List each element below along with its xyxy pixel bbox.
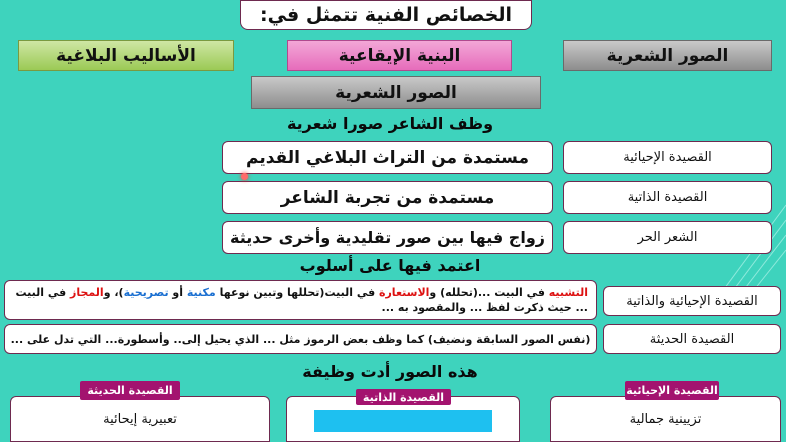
- style-row1-text: [4, 280, 597, 320]
- header-rhythm: [287, 40, 512, 71]
- term-implicit: مكنية: [186, 286, 216, 299]
- row3-value: [222, 221, 553, 254]
- section2-heading: اعتمد فيها على أسلوب: [299, 256, 481, 275]
- card-revival: [550, 396, 781, 442]
- term-explicit: تصريحية: [123, 286, 169, 299]
- card-revival-tag: [625, 381, 719, 400]
- subheader-images: [251, 76, 541, 109]
- text-part: ... حيث ذكرت لفظ ... والمقصود به ...: [381, 301, 588, 314]
- header-images: [563, 40, 772, 71]
- header-rhetoric-text: الأساليب البلاغية: [56, 45, 196, 66]
- style-row2-paragraph: (نفس الصور السابقة ونضيف) كما وظف بعض الرموز مثل ... الذي يحيل إلى.. وأسطورة... التي تدل على ...: [10, 332, 591, 346]
- row2-label: [563, 181, 772, 214]
- header-rhetoric: [18, 40, 234, 71]
- section3-heading: هذه الصور أدت وظيفة: [302, 362, 478, 381]
- header-rhythm-text: البنية الإيقاعية: [338, 45, 461, 66]
- text-part: في البيت: [15, 286, 71, 299]
- subheader-text: الصور الشعرية: [335, 82, 457, 103]
- card-self-tag-text: القصيدة الذاتية: [362, 390, 445, 404]
- text-part: في البيت ...(تحلله) و: [429, 286, 549, 299]
- card-self-highlight: [314, 410, 492, 432]
- row1-label-text: القصيدة الإحيائية: [623, 150, 712, 165]
- row3-label-text: الشعر الحر: [637, 230, 698, 245]
- text-part: في البيت(تحللها وتبين نوعها: [215, 286, 379, 299]
- row1-value-text: مستمدة من التراث البلاغي القديم: [246, 147, 529, 168]
- row2-label-text: القصيدة الذاتية: [627, 190, 708, 205]
- section1-heading: وظف الشاعر صورا شعرية: [286, 114, 494, 133]
- header-images-text: الصور الشعرية: [606, 45, 729, 66]
- text-part: )، و: [103, 286, 124, 299]
- card-modern-value: تعبيرية إيحائية: [103, 411, 177, 427]
- style-row1-label: [603, 286, 781, 316]
- card-modern-tag-text: القصيدة الحديثة: [87, 384, 173, 397]
- card-revival-value: تزيينية جمالية: [629, 411, 702, 427]
- row2-value: [222, 181, 553, 214]
- card-modern-tag: [80, 381, 180, 400]
- row3-value-text: زواج فيها بين صور تقليدية وأخرى حديثة: [230, 228, 545, 247]
- term-simile: التشبيه: [548, 286, 588, 299]
- card-revival-tag-text: القصيدة الإحيائية: [626, 384, 718, 397]
- row1-value: [222, 141, 553, 174]
- term-metaphor: الاستعارة: [378, 286, 430, 299]
- page-title-text: الخصائص الفنية تتمثل في:: [259, 4, 513, 26]
- pointer-dot: [241, 173, 248, 180]
- term-metonymy: المجاز: [70, 286, 104, 299]
- row1-label: [563, 141, 772, 174]
- row2-value-text: مستمدة من تجربة الشاعر: [280, 187, 495, 208]
- style-row1-label-text: القصيدة الإحيائية والذاتية: [626, 293, 758, 309]
- style-row1-paragraph: [7, 283, 596, 317]
- style-row2-label-text: القصيدة الحديثة: [649, 331, 735, 347]
- style-row2-text: [4, 324, 597, 354]
- text-part: أو: [168, 286, 187, 299]
- card-self-tag: [356, 389, 451, 405]
- style-row2-label: [603, 324, 781, 354]
- card-modern: [10, 396, 270, 442]
- page-title: [240, 0, 532, 30]
- row3-label: [563, 221, 772, 254]
